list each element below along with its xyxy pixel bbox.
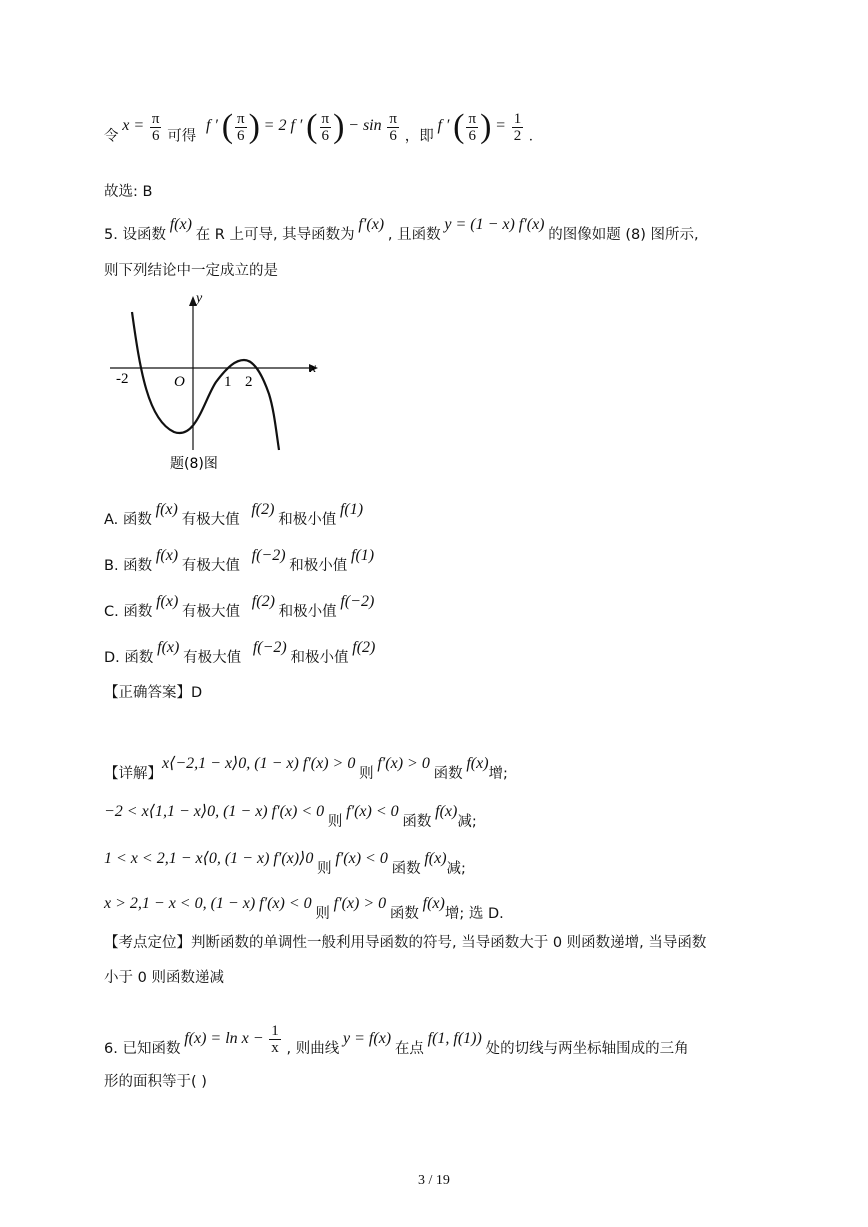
q6-stem-line2: 形的面积等于( ) [104,1074,207,1090]
equals: = [495,117,506,135]
pi-over-6-d: $\frac{\pi}{6}$ [389,110,397,144]
pi-over-6-c: $\frac{\pi}{6}$ [321,110,330,144]
kede-text: 可得 [167,128,197,145]
eq-2fprime: = 2 f ′ [263,117,303,135]
q5-fx: f(x) [169,216,192,233]
fprime-a: f ′ [205,117,218,135]
q5-graph [104,290,334,480]
pi-over-6-b: $\frac{\pi}{6}$ [237,110,245,144]
page-number: 3 / 19 [418,1173,450,1188]
option-a: A. 函数 f(x) 有极大值 f(2) 和极小值 f(1) [104,501,364,528]
q6-fx-eq: f(x) = ln x − [184,1029,264,1047]
ling-text: 令 [104,128,119,145]
jiji-text: ，即 [404,128,434,145]
kaodian-line1: 【考点定位】判断函数的单调性一般利用导函数的符号, 当导函数大于 0 则函数递增, 当导函数 [104,935,707,951]
q5-stem-line1: 5. 设函数 f(x) 在 R 上可导, 其导函数为 f′(x) , 且函数 y = (1 − x) f′(x) 的图像如题 (8) 图所示, [104,216,699,243]
detail-line-3: 1 < x < 2,1 − x⟨0, (1 − x) f′(x)⟩0 则 f′(x) < 0 函数 f(x)减; [104,850,466,877]
option-c: C. 函数 f(x) 有极大值 f(2) 和极小值 f(−2) [104,593,375,620]
q5-stem-line2: 则下列结论中一定成立的是 [104,263,278,279]
one-half: $\frac{1}{2}$ [513,110,522,144]
origin-label: O [174,374,185,390]
one-over-x: $\frac{1}{x}$ [271,1023,279,1056]
tick-neg2: -2 [116,371,129,387]
pi-over-6-a: $\frac{\pi}{6}$ [151,110,160,144]
fprime-b: f ′ [437,117,450,135]
detail-line-2: −2 < x⟨1,1 − x⟩0, (1 − x) f′(x) < 0 则 f′(x) < 0 函数 f(x)减; [104,803,477,830]
correct-answer: 【正确答案】D [104,685,203,701]
x-label: x [310,361,317,376]
pi-over-6-e: $\frac{\pi}{6}$ [468,110,477,144]
tick-1: 1 [224,374,232,390]
intro-line: 令 x = $\frac{\pi}{6}$ 可得 f ′ ( $\frac{\pi}{6}$ ) = 2 f ′ ( $\frac{\pi}{6}$ ) − sin $\frac{\pi}{6}$ ，即 f ′ ( $\frac{\pi}{6}$ ) = $\frac{1}{2}$ . [104,108,533,145]
prev-answer: 故选: B [104,184,153,200]
kaodian-line2: 小于 0 则函数递减 [104,970,224,986]
option-d: D. 函数 f(x) 有极大值 f(−2) 和极小值 f(2) [104,639,376,666]
q6-stem-line1: 6. 已知函数 f(x) = ln x − $\frac{1}{x}$ , 则曲线 y = f(x) 在点 f(1, f(1)) 处的切线与两坐标轴围成的三角 [104,1023,689,1057]
detail-line-4: x > 2,1 − x < 0, (1 − x) f′(x) < 0 则 f′(x) > 0 函数 f(x)增; 选 D. [104,895,504,922]
y-label: y [196,291,203,306]
minus-sin: − sin [348,117,382,135]
curve [132,312,279,450]
x-equals: x = [122,117,145,135]
tick-2: 2 [245,374,253,390]
graph-caption: 题(8)图 [170,456,218,472]
detail-line-1: 【详解】x⟨−2,1 − x⟩0, (1 − x) f′(x) > 0 则 f′(x) > 0 函数 f(x)增; [104,755,508,782]
option-b: B. 函数 f(x) 有极大值 f(−2) 和极小值 f(1) [104,547,375,574]
q5-fpx: f′(x) [358,216,385,233]
q5-yexpr: y = (1 − x) f′(x) [444,216,545,233]
period: . [528,128,533,145]
